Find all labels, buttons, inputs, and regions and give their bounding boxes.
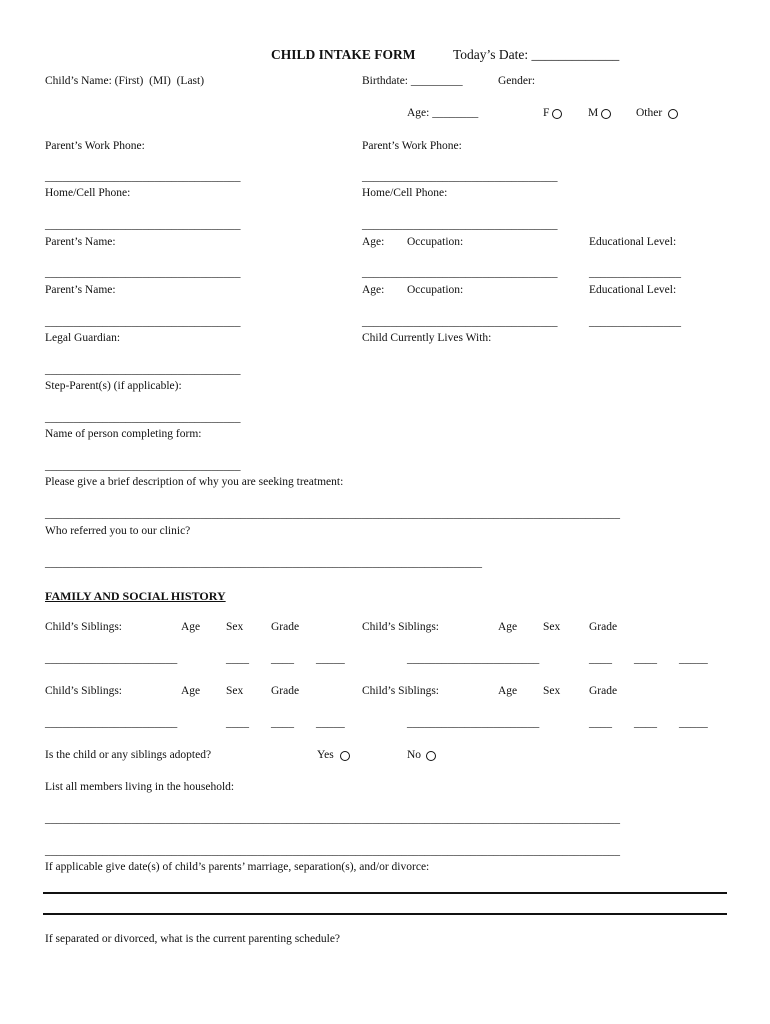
sibling-age-header: Age — [181, 685, 201, 697]
gender-f-label: F — [543, 107, 550, 119]
adopted-no-label: No — [407, 749, 422, 761]
todays-date-field[interactable]: Today’s Date: _____________ — [453, 47, 620, 62]
parent2-occupation-label: Occupation: — [407, 284, 464, 296]
parent1-occupation-label: Occupation: — [407, 236, 464, 248]
sibling-grade-line[interactable]: _____ — [316, 717, 345, 729]
household-label: List all members living in the household: — [45, 781, 235, 793]
parent2-education-label: Educational Level: — [589, 284, 677, 296]
sibling-grade-header: Grade — [271, 685, 300, 697]
parent1-education-label: Educational Level: — [589, 236, 677, 248]
parent2-name-line[interactable]: __________________________________ — [45, 316, 241, 328]
sibling-sex-line[interactable]: ____ — [271, 653, 294, 665]
sibling-name-line[interactable]: _______________________ — [45, 653, 178, 665]
sibling-grade-line[interactable]: _____ — [679, 653, 708, 665]
sibling-sex-header: Sex — [226, 685, 244, 697]
marriage-dates-label: If applicable give date(s) of child’s parents’ marriage, separation(s), and/or divorce: — [45, 861, 430, 873]
adopted-yes-label: Yes — [317, 749, 334, 761]
treatment-reason-label: Please give a brief description of why you are seeking treatment: — [45, 476, 344, 488]
sibling-sex-line[interactable]: ____ — [271, 717, 294, 729]
sibling-sex-header: Sex — [226, 621, 244, 633]
sibling-age-header: Age — [498, 685, 518, 697]
completing-person-label: Name of person completing form: — [45, 428, 202, 440]
sibling-sex-line[interactable]: ____ — [634, 717, 657, 729]
adopted-no-radio[interactable] — [426, 751, 436, 761]
gender-other-radio[interactable] — [668, 109, 678, 119]
sibling-age-line[interactable]: ____ — [226, 717, 249, 729]
legal-guardian-label: Legal Guardian: — [45, 332, 121, 344]
gender-f-radio[interactable] — [552, 109, 562, 119]
sibling-label: Child’s Siblings: — [45, 621, 123, 633]
sibling-label: Child’s Siblings: — [362, 621, 440, 633]
sibling-sex-header: Sex — [543, 685, 561, 697]
parent2-occupation-line[interactable]: __________________________________ — [362, 316, 558, 328]
sibling-age-header: Age — [181, 621, 201, 633]
parent2-home-phone-label: Home/Cell Phone: — [362, 187, 448, 199]
referred-by-label: Who referred you to our clinic? — [45, 525, 191, 537]
parent1-name-label: Parent’s Name: — [45, 236, 116, 248]
referred-by-line[interactable]: ____________________________________________________________________________ — [45, 557, 482, 569]
parenting-schedule-label: If separated or divorced, what is the current parenting schedule? — [45, 933, 341, 945]
parent2-work-phone-line[interactable]: __________________________________ — [362, 171, 558, 183]
parent1-work-phone-line[interactable]: __________________________________ — [45, 171, 241, 183]
sibling-grade-header: Grade — [589, 685, 618, 697]
lives-with-label: Child Currently Lives With: — [362, 332, 492, 344]
gender-m-label: M — [588, 107, 599, 119]
divider-line — [43, 913, 727, 915]
gender-other-label: Other — [636, 107, 663, 119]
parent2-education-line[interactable]: ________________ — [589, 316, 681, 328]
gender-label: Gender: — [498, 75, 536, 87]
sibling-grade-header: Grade — [589, 621, 618, 633]
parent2-age-label: Age: — [362, 284, 385, 296]
household-line-1[interactable]: ____________________________________________________________________________________________________ — [45, 813, 620, 825]
gender-m-radio[interactable] — [601, 109, 611, 119]
sibling-age-line[interactable]: ____ — [589, 653, 612, 665]
family-history-heading: FAMILY AND SOCIAL HISTORY — [45, 589, 226, 603]
sibling-label: Child’s Siblings: — [362, 685, 440, 697]
parent2-name-label: Parent’s Name: — [45, 284, 116, 296]
parent1-education-line[interactable]: ________________ — [589, 267, 681, 279]
parent1-home-phone-line[interactable]: __________________________________ — [45, 219, 241, 231]
adopted-yes-radio[interactable] — [340, 751, 350, 761]
treatment-reason-line[interactable]: ____________________________________________________________________________________________________ — [45, 508, 620, 520]
parent1-occupation-line[interactable]: __________________________________ — [362, 267, 558, 279]
sibling-name-line[interactable]: _______________________ — [407, 717, 540, 729]
sibling-grade-line[interactable]: _____ — [679, 717, 708, 729]
sibling-grade-line[interactable]: _____ — [316, 653, 345, 665]
child-name-label: Child’s Name: (First) (MI) (Last) — [45, 75, 205, 87]
sibling-age-line[interactable]: ____ — [589, 717, 612, 729]
sibling-age-header: Age — [498, 621, 518, 633]
parent1-work-phone-label: Parent’s Work Phone: — [45, 140, 145, 152]
adopted-question: Is the child or any siblings adopted? — [45, 749, 212, 761]
step-parent-label: Step-Parent(s) (if applicable): — [45, 380, 182, 392]
divider-line — [43, 892, 727, 894]
age-field[interactable]: Age: ________ — [407, 107, 479, 119]
sibling-sex-line[interactable]: ____ — [634, 653, 657, 665]
completing-person-line[interactable]: __________________________________ — [45, 460, 241, 472]
sibling-name-line[interactable]: _______________________ — [45, 717, 178, 729]
legal-guardian-line[interactable]: __________________________________ — [45, 364, 241, 376]
parent2-home-phone-line[interactable]: __________________________________ — [362, 219, 558, 231]
parent1-home-phone-label: Home/Cell Phone: — [45, 187, 131, 199]
sibling-name-line[interactable]: _______________________ — [407, 653, 540, 665]
sibling-grade-header: Grade — [271, 621, 300, 633]
sibling-label: Child’s Siblings: — [45, 685, 123, 697]
parent1-age-label: Age: — [362, 236, 385, 248]
step-parent-line[interactable]: __________________________________ — [45, 412, 241, 424]
form-title: CHILD INTAKE FORM — [271, 47, 416, 62]
birthdate-field[interactable]: Birthdate: _________ — [362, 75, 463, 87]
sibling-age-line[interactable]: ____ — [226, 653, 249, 665]
household-line-2[interactable]: ____________________________________________________________________________________________________ — [45, 845, 620, 857]
parent1-name-line[interactable]: __________________________________ — [45, 267, 241, 279]
sibling-sex-header: Sex — [543, 621, 561, 633]
parent2-work-phone-label: Parent’s Work Phone: — [362, 140, 462, 152]
